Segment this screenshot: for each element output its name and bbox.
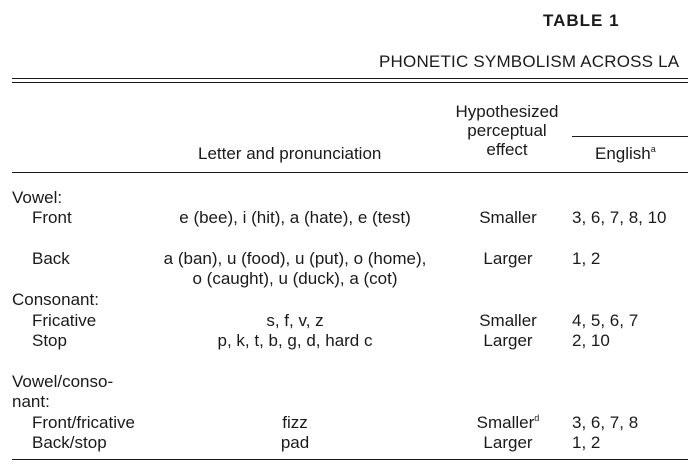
row-front-letters: e (bee), i (hit), a (hate), e (test) xyxy=(179,208,411,227)
category-vowel-consonant: Vowel/conso- nant: xyxy=(12,372,114,411)
row-back-stop-letters: pad xyxy=(280,433,310,452)
row-stop-label: Stop xyxy=(32,331,67,350)
row-back-english: 1, 2 xyxy=(572,249,601,268)
top-rule-double xyxy=(12,82,688,83)
row-fricative-english: 4, 5, 6, 7 xyxy=(572,311,639,330)
row-stop-english: 2, 10 xyxy=(572,331,610,350)
row-stop-letters: p, k, t, b, g, d, hard c xyxy=(217,331,373,350)
header-letter-pronunciation: Letter and pronunciation xyxy=(198,144,382,163)
category-vowel: Vowel: xyxy=(12,188,63,207)
row-front-english: 3, 6, 7, 8, 10 xyxy=(572,208,667,227)
row-front-fricative-effect: Smaller$^d$ xyxy=(476,413,540,432)
row-back-effect: Larger xyxy=(483,249,533,268)
row-fricative-label: Fricative xyxy=(32,311,97,330)
bottom-rule xyxy=(12,459,688,460)
top-rule xyxy=(12,78,688,79)
row-front-label: Front xyxy=(32,208,72,227)
category-consonant: Consonant: xyxy=(12,290,99,309)
header-effect: Hypothesized perceptual effect xyxy=(455,102,559,159)
row-fricative-letters: s, f, v, z xyxy=(266,311,324,330)
row-back-stop-label: Back/stop xyxy=(32,433,107,452)
header-rule xyxy=(12,172,688,173)
row-front-effect: Smaller xyxy=(479,208,537,227)
row-stop-effect: Larger xyxy=(483,331,533,350)
row-front-fricative-letters: fizz xyxy=(282,413,308,432)
row-front-fricative-english: 3, 6, 7, 8 xyxy=(572,413,639,432)
english-column-rule xyxy=(572,136,688,137)
row-fricative-effect: Smaller xyxy=(479,311,537,330)
header-english: English$^a$ xyxy=(595,144,656,163)
table-label: TABLE 1 xyxy=(543,11,620,30)
row-back-stop-english: 1, 2 xyxy=(572,433,601,452)
row-back-letters: a (ban), u (food), u (put), o (home), o (caught), u (duck), a (cot) xyxy=(163,249,427,288)
row-back-stop-effect: Larger xyxy=(483,433,533,452)
row-front-fricative-label: Front/fricative xyxy=(32,413,135,432)
table-title: PHONETIC SYMBOLISM ACROSS LA xyxy=(379,52,680,71)
row-back-label: Back xyxy=(32,249,70,268)
